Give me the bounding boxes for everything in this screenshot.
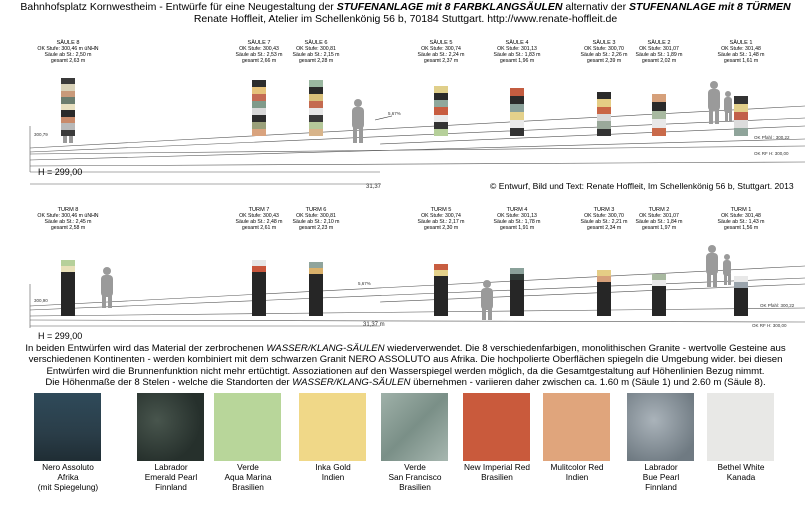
turm-name: TURM 4 [506,207,528,213]
bottom-ok-label: OK Pfahl: 300,22 [760,303,795,308]
turm-value: Säule ab St.: 1,84 m [635,219,683,225]
turm-name: TURM 6 [305,207,327,213]
pillar-band [434,107,448,114]
stone-caption-line: Verde [237,462,259,472]
turm-caption-7 [235,207,282,231]
saeule-value: Säule ab St.: 2,26 m [580,52,628,58]
saeule-caption-6 [292,40,339,64]
turm-name: TURM 2 [648,207,670,213]
stone-caption-line: Brasilien [232,482,264,492]
saeule-value: OK Stufe: 300,43 [239,46,279,52]
saeule-value: gesamt 2,66 m [241,58,277,64]
tower-body [61,272,75,316]
stone-caption-line: Inka Gold [315,462,351,472]
turm-value: gesamt 1,97 m [641,225,677,231]
saeule-value: OK Stufe: 300,70 [584,46,624,52]
saeule-value: gesamt 2,02 m [641,58,677,64]
tower-body [252,272,266,316]
saeule-caption-2 [635,40,682,64]
saeule-name: SÄULE 7 [247,40,271,46]
bottom-slope-label: 5,67% [358,281,371,286]
header-line-2: Renate Hoffleit, Atelier im Schellenkönig 56 b, 70184 Stuttgart. http://www.renate-hoffleit.de [193,13,618,25]
stone-caption-line: (mit Spiegelung) [37,482,99,492]
description [10,343,801,389]
saeule-pillar-8 [61,78,75,136]
pillar-band [434,115,448,122]
stone-caption-line: Indien [321,472,345,482]
tower-body [597,282,611,316]
saeule-value: gesamt 2,63 m [50,58,86,64]
turm-value: Säule ab St.: 2,45 m [44,219,92,225]
pillar-band [309,80,323,87]
pillar-band [309,122,323,129]
saeule-value: OK Stufe: 300,46 m üNHN [37,46,99,52]
turm-value: Säule ab St.: 2,17 m [417,219,465,225]
top-left-level: 300,79 [34,132,48,137]
tower-body [434,276,448,316]
stone-caption-line: Verde [404,462,426,472]
header-prefix: Bahnhofsplatz Kornwestheim - Entwürfe für eine Neugestaltung der [20,1,334,13]
pillar-band [597,99,611,106]
pillar-band [652,102,666,110]
pillar-band [510,88,524,96]
saeule-caption-3 [580,40,627,64]
turm-caption-4 [493,207,540,231]
stone-swatch [34,393,101,461]
stone-caption-line: Nero Assoluto [42,462,94,472]
pillar-band [597,121,611,128]
saeule-value: OK Stufe: 301,13 [497,46,537,52]
pillar-band [734,96,748,104]
turm-value: OK Stufe: 300,43 [239,213,279,219]
stone-caption-line: Labrador [644,462,678,472]
description-line-2: verschiedenen Kontinenten - werden kombiniert mit dem schwarzen Granit NERO ASSOLUTO aus Afrika. Die hochpolierte Oberflächen spiegeln die Umgebung wider. bei diesen [28,354,783,366]
turm-pillar-4 [510,268,524,316]
pillar-band [510,128,524,136]
saeule-name: SÄULE 8 [56,40,80,46]
pillar-band [252,122,266,129]
turm-caption-2 [635,207,682,231]
stone-caption [452,462,542,482]
top-ok-rf: OK RF H: 300,00 [754,151,789,156]
turm-value: OK Stufe: 301,48 [721,213,761,219]
stone-caption-line: Aqua Marina [224,472,272,482]
saeule-value: OK Stufe: 301,48 [721,46,761,52]
turm-value: gesamt 1,56 m [723,225,759,231]
saeule-value: Säule ab St.: 2,50 m [44,52,92,58]
stone-caption-line: Indien [565,472,589,482]
saeule-value: gesamt 1,96 m [499,58,535,64]
saeule-value: gesamt 2,37 m [423,58,459,64]
saeule-pillar-4 [510,88,524,136]
pillar-band [597,129,611,136]
pillar-band [510,120,524,128]
saeule-value: gesamt 2,39 m [586,58,622,64]
stone-swatch [299,393,366,461]
pillar-band [734,104,748,112]
bottom-ok-rf: OK RF H: 300,00 [752,323,787,328]
turm-pillar-5 [434,264,448,316]
description-line-4: Die Höhenmaße der 8 Stelen - welche die Standorten der WASSER/KLANG-SÄULEN übernehmen - variieren daher zwischen ca. 1.60 m (Säule 1) und 2.60 m (Säule 8). [45,377,766,389]
stone-swatch [381,393,448,461]
saeule-name: SÄULE 2 [647,40,671,46]
turm-name: TURM 8 [57,207,79,213]
turm-pillar-6 [309,262,323,316]
stone-caption-line: Kanada [726,472,756,482]
tower-body [734,288,748,316]
saeule-caption-7 [235,40,282,64]
stone-caption-line: Brasilien [481,472,513,482]
saeule-value: gesamt 1,61 m [723,58,759,64]
pillar-band [434,93,448,100]
saeule-pillar-5 [434,86,448,136]
stone-caption-line: Finnland [645,482,677,492]
tower-body [309,274,323,316]
stone-caption-line: San Francisco [388,472,442,482]
stone-caption-line: Afrika [57,472,79,482]
pillar-band [252,129,266,136]
turm-caption-8 [37,207,98,231]
stone-swatch [463,393,530,461]
turm-caption-3 [580,207,627,231]
turm-name: TURM 7 [248,207,270,213]
stone-caption-line: Finnland [155,482,187,492]
turm-value: gesamt 2,58 m [50,225,86,231]
saeule-value: Säule ab St.: 1,48 m [717,52,765,58]
pillar-band [652,111,666,119]
pillar-band [734,112,748,120]
pillar-band [510,112,524,120]
stone-caption [203,462,293,492]
pillar-band [734,128,748,136]
pillar-band [309,94,323,101]
turm-value: Säule ab St.: 2,48 m [235,219,283,225]
turm-value: gesamt 2,34 m [586,225,622,231]
top-length-label: 31,37 [366,184,382,190]
pillar-band [309,108,323,115]
turm-value: OK Stufe: 301,13 [497,213,537,219]
saeule-caption-1 [717,40,764,64]
header-mid: alternativ der [562,1,627,13]
pillar-band [652,119,666,127]
turm-pillar-3 [597,270,611,316]
top-h-label: H = 299,00 [38,167,83,177]
stone-caption-line: Bethel White [717,462,765,472]
pillar-band [652,94,666,102]
saeule-value: Säule ab St.: 2,15 m [292,52,340,58]
stone-caption-line: Bue Pearl [642,472,680,482]
turm-value: gesamt 1,91 m [499,225,535,231]
turm-name: TURM 5 [430,207,452,213]
pillar-band [252,87,266,94]
stone-swatch [627,393,694,461]
turm-name: TURM 1 [730,207,752,213]
turm-value: Säule ab St.: 1,78 m [493,219,541,225]
copyright: © Entwurf, Bild und Text: Renate Hoffleit, Im Schellenkönig 56 b, Stuttgart. 2013 [490,181,794,191]
pillar-band [510,104,524,112]
bottom-elevation-drawing [0,192,811,342]
stone-swatch [137,393,204,461]
saeule-value: Säule ab St.: 1,89 m [635,52,683,58]
stone-caption [616,462,706,492]
header-design-2: STUFENANLAGE mit 8 TÜRMEN [629,1,791,13]
turm-caption-6 [292,207,339,231]
pillar-band [434,86,448,93]
saeule-value: Säule ab St.: 1,83 m [493,52,541,58]
turm-value: OK Stufe: 301,07 [639,213,679,219]
saeule-value: Säule ab St.: 2,53 m [235,52,283,58]
turm-pillar-8 [61,260,75,316]
pillar-band [652,128,666,136]
turm-caption-5 [417,207,464,231]
pillar-band [61,130,75,136]
stone-caption [696,462,786,482]
stone-swatch [214,393,281,461]
stone-caption [23,462,113,492]
saeule-value: Säule ab St.: 2,24 m [417,52,465,58]
pillar-band [434,100,448,107]
stone-caption-line: Labrador [154,462,188,472]
turm-value: gesamt 2,23 m [298,225,334,231]
turm-value: Säule ab St.: 2,10 m [292,219,340,225]
pillar-band [510,96,524,104]
stone-caption-line: Mulitcolor Red [550,462,604,472]
stone-caption [532,462,622,482]
pillar-band [309,129,323,136]
stone-caption [288,462,378,482]
saeule-name: SÄULE 1 [729,40,753,46]
stone-swatch [543,393,610,461]
pillar-band [252,80,266,87]
turm-pillar-1 [734,276,748,316]
turm-pillar-7 [252,260,266,316]
top-elevation-drawing [0,26,811,192]
saeule-value: OK Stufe: 300,74 [421,46,461,52]
turm-value: Säule ab St.: 1,43 m [717,219,765,225]
turm-value: OK Stufe: 300,70 [584,213,624,219]
saeule-name: SÄULE 5 [429,40,453,46]
turm-value: gesamt 2,30 m [423,225,459,231]
turm-caption-1 [717,207,764,231]
turm-value: Säule ab St.: 2,21 m [580,219,628,225]
saeule-value: gesamt 2,28 m [298,58,334,64]
pillar-band [252,101,266,108]
saeule-caption-4 [493,40,540,64]
saeule-pillar-6 [309,80,323,136]
pillar-band [597,107,611,114]
pillar-band [309,101,323,108]
top-slope-label: 5,67% [388,111,401,116]
bottom-length-label: 31,37 m [363,322,385,328]
stone-swatch [707,393,774,461]
bottom-h-label: H = 299,00 [38,331,83,341]
saeule-caption-5 [417,40,464,64]
tower-body [652,286,666,316]
saeule-pillar-2 [652,94,666,136]
saeule-name: SÄULE 3 [592,40,616,46]
pillar-band [434,122,448,129]
pillar-band [597,92,611,99]
description-line-3: Entwürfen wird die Brunnenfunktion nicht mehr ertüchtigt. Assoziationen auf den Wasserspiegel werden möglich, da die Gesamtgestaltung auf Höhenlinien Bezug nimmt. [46,365,765,377]
pillar-band [597,114,611,121]
pillar-band [252,108,266,115]
stone-caption-line: New Imperial Red [464,462,530,472]
header-line-1 [0,1,811,13]
saeule-pillar-3 [597,92,611,136]
bottom-left-level: 300,90 [34,298,48,303]
turm-pillar-2 [652,274,666,316]
turm-value: OK Stufe: 300,46 m üNHN [37,213,99,219]
turm-value: gesamt 2,61 m [241,225,277,231]
pillar-band [734,120,748,128]
saeule-pillar-7 [252,80,266,136]
pillar-band [252,115,266,122]
stone-caption-line: Emerald Pearl [144,472,198,482]
stone-caption [370,462,460,492]
stone-caption-line: Brasilien [399,482,431,492]
turm-value: OK Stufe: 300,81 [296,213,336,219]
pillar-band [309,115,323,122]
saeule-caption-8 [37,40,98,64]
top-ok-label: OK Pfahl : 300,22 [754,135,790,140]
pillar-band [434,129,448,136]
saeule-value: OK Stufe: 300,81 [296,46,336,52]
turm-value: OK Stufe: 300,74 [421,213,461,219]
saeule-value: OK Stufe: 301,07 [639,46,679,52]
pillar-band [309,87,323,94]
saeule-pillar-1 [734,96,748,136]
description-line-1: In beiden Entwürfen wird das Material der zerbrochenen WASSER/KLANG-SÄULEN wiederverwendet. Die 8 verschiedenfarbigen, monolithischen Granite - wertvolle Gesteine aus [25,343,786,354]
tower-body [510,280,524,316]
header-design-1: STUFENANLAGE mit 8 FARBKLANGSÄULEN [336,1,563,13]
turm-name: TURM 3 [593,207,615,213]
pillar-band [252,94,266,101]
saeule-name: SÄULE 6 [304,40,328,46]
saeule-name: SÄULE 4 [505,40,529,46]
